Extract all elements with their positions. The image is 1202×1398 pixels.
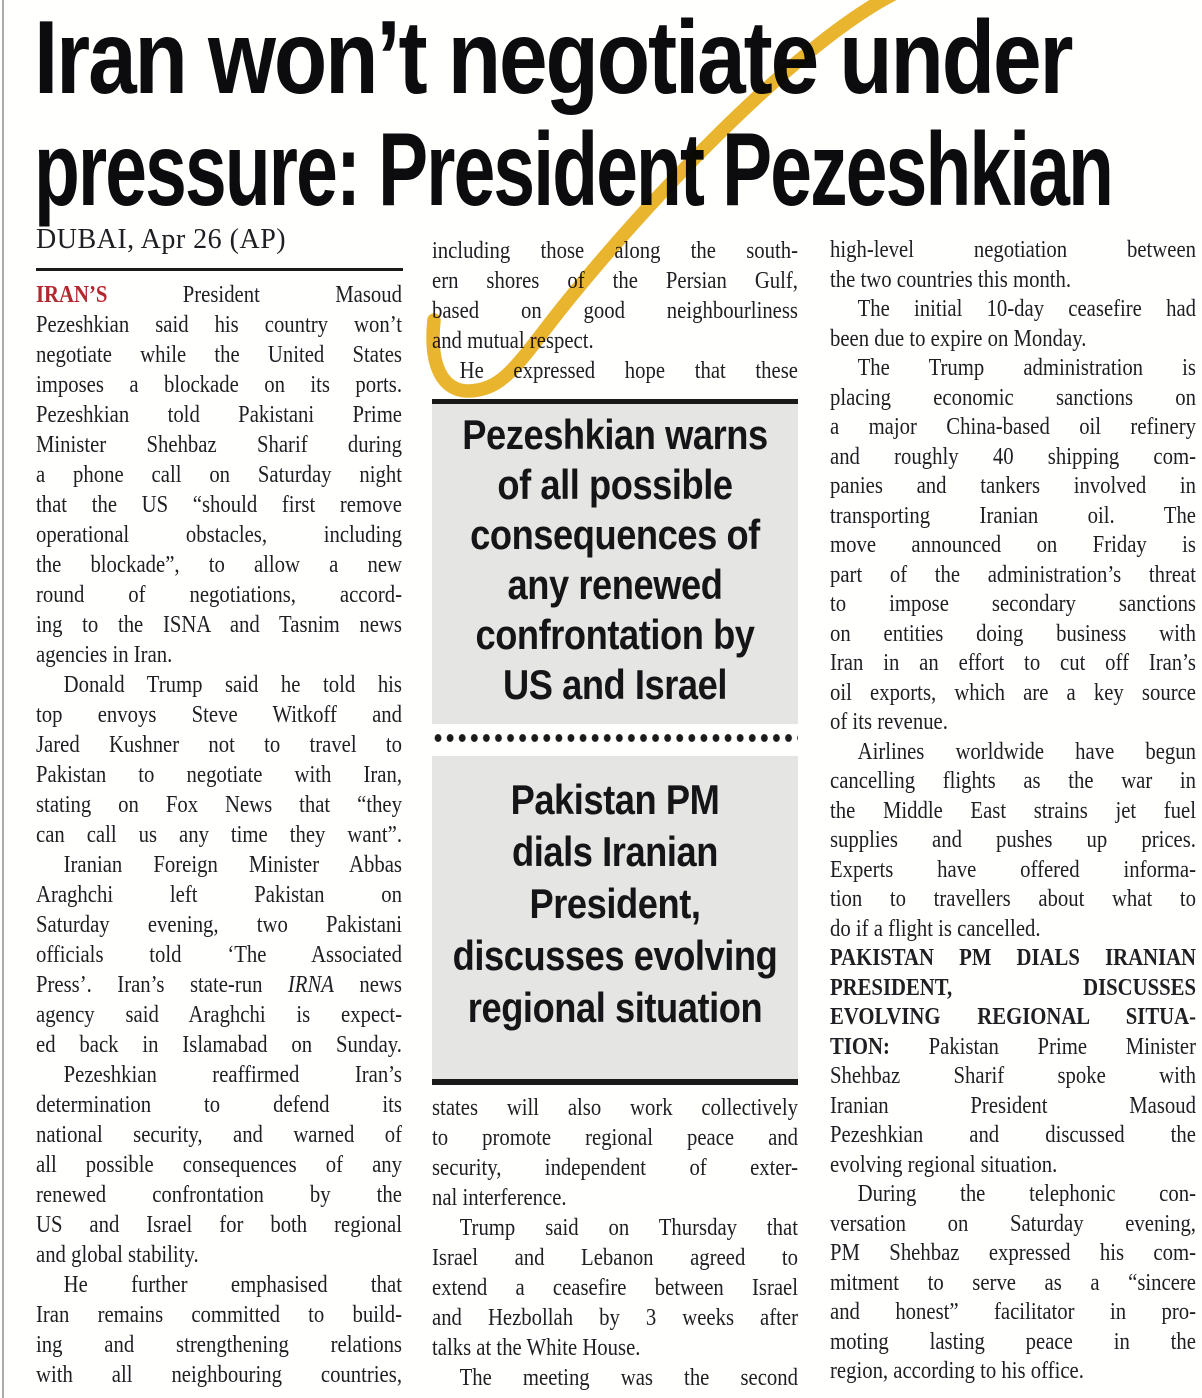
text-span: and global stability. [36, 1242, 199, 1268]
text-span: EVOLVING REGIONAL SITUA- [830, 1004, 1196, 1030]
text-line [432, 356, 798, 386]
text-line [432, 1123, 798, 1153]
text-line [36, 730, 402, 760]
text-line [830, 354, 1196, 384]
text-span: PM Shehbaz expressed his com- [830, 1240, 1196, 1266]
text-line [830, 738, 1196, 768]
text-line [830, 266, 1196, 296]
text-span: Donald Trump said he told his [63, 672, 402, 698]
text-line [439, 930, 791, 982]
text-line [830, 679, 1196, 709]
text-span: can call us any time they want”. [36, 822, 402, 848]
text-line [830, 561, 1196, 591]
text-line [439, 982, 791, 1034]
text-line [432, 1303, 798, 1333]
text-line [36, 640, 402, 670]
text-span: determination to defend its [36, 1092, 402, 1118]
text-span: moting lasting peace in the [830, 1328, 1196, 1355]
text-line [36, 520, 402, 550]
text-line [36, 820, 402, 850]
text-line [830, 974, 1196, 1004]
lead-in-red-text: IRAN’S [36, 282, 108, 308]
text-span: renewed confrontation by the [36, 1182, 402, 1208]
text-span: Israel and Lebanon agreed to [432, 1245, 798, 1271]
text-line [830, 1003, 1196, 1033]
text-span: do if a flight is cancelled. [830, 915, 1041, 942]
text-line [439, 826, 791, 878]
text-line [830, 1357, 1196, 1387]
pullquote-box-1 [432, 399, 798, 724]
text-line [36, 940, 402, 970]
text-span: mitment to serve as a “sincere [830, 1269, 1196, 1296]
text-line [432, 266, 798, 296]
text-line [830, 885, 1196, 915]
text-line [830, 1033, 1196, 1063]
text-line [36, 1060, 402, 1090]
text-line [432, 296, 798, 326]
text-line [36, 1150, 402, 1180]
text-line [36, 700, 402, 730]
text-span: US and Israel for both regional [36, 1212, 402, 1238]
text-line [830, 1298, 1196, 1328]
text-span: Trump said on Thursday that [459, 1215, 798, 1241]
text-span: national security, and warned of [36, 1122, 402, 1148]
text-span: cancelling flights as the war in [830, 768, 1196, 794]
text-line [830, 1210, 1196, 1240]
text-span: Pezeshkian told Pakistani Prime [36, 402, 402, 428]
text-span: Press’. Iran’s state-run [36, 972, 288, 998]
text-span: been due to expire on Monday. [830, 325, 1087, 352]
text-span: all possible consequences of any [36, 1152, 402, 1178]
text-line [36, 670, 402, 700]
text-line [36, 310, 402, 340]
text-span: PRESIDENT, DISCUSSES [830, 974, 1196, 1001]
text-line [36, 1030, 402, 1060]
text-line [36, 1210, 402, 1240]
text-span: that the US “should first remove [36, 492, 402, 518]
column-2-top [432, 236, 798, 386]
text-span: stating on Fox News that “they [36, 792, 402, 818]
text-span: agencies in Iran. [36, 642, 173, 668]
text-line [36, 430, 402, 460]
text-line [830, 1151, 1196, 1181]
headline-line-1: Iran won’t negotiate under [34, 0, 1072, 116]
text-line [36, 1000, 402, 1030]
text-span: regional situation [467, 984, 763, 1031]
text-span: high-level negotiation between [830, 237, 1196, 263]
text-span: officials told ‘The Associated [36, 942, 402, 968]
text-line [830, 1328, 1196, 1358]
text-span: The Trump administration is [857, 355, 1196, 381]
text-line [830, 620, 1196, 650]
text-span: on entities doing business with [830, 620, 1196, 647]
text-line [830, 1121, 1196, 1151]
text-span: and Hezbollah by 3 weeks after [432, 1305, 798, 1331]
text-line [830, 413, 1196, 443]
text-span: and honest” facilitator in pro- [830, 1299, 1196, 1325]
text-span: IRNA [287, 972, 334, 998]
text-span: Pakistan Prime Minister [889, 1033, 1196, 1060]
text-line [36, 400, 402, 430]
text-span: US and Israel [502, 661, 728, 708]
text-line [830, 1269, 1196, 1299]
text-span: He further emphasised that [63, 1272, 402, 1298]
scan-edge-line [2, 0, 4, 1398]
text-span: a major China-based oil refinery [830, 414, 1196, 440]
text-span: supplies and pushes up prices. [830, 827, 1196, 853]
text-line [830, 944, 1196, 974]
text-span: Pezeshkian and discussed the [830, 1122, 1196, 1148]
text-span: oil exports, which are a key source [830, 679, 1196, 706]
text-span: the two countries this month. [830, 266, 1072, 293]
text-line [439, 560, 791, 610]
text-line [830, 590, 1196, 620]
text-span: Jared Kushner not to travel to [36, 732, 402, 758]
text-line [36, 1330, 402, 1360]
text-span: evolving regional situation. [830, 1151, 1058, 1178]
text-line [439, 510, 791, 560]
text-line [36, 850, 402, 880]
text-span: to promote regional peace and [432, 1125, 798, 1151]
text-span: based on good neighbourliness [432, 298, 798, 324]
text-line [439, 660, 791, 710]
text-span: President Masoud [107, 282, 402, 308]
column-1 [36, 280, 402, 1390]
text-span: PAKISTAN PM DIALS IRANIAN [830, 945, 1196, 971]
text-span: negotiate while the United States [36, 342, 402, 368]
text-line [830, 915, 1196, 945]
text-line [36, 610, 402, 640]
text-line [36, 970, 402, 1000]
text-span: agency said Araghchi is expect- [36, 1002, 402, 1028]
text-span: news [333, 972, 402, 998]
text-line [439, 460, 791, 510]
text-line [439, 774, 791, 826]
text-span: security, independent of exter- [432, 1155, 798, 1181]
text-span: imposes a blockade on its ports. [36, 372, 402, 398]
text-line [439, 878, 791, 930]
text-span: Iran in an effort to cut off Iran’s [830, 650, 1196, 676]
text-span: and roughly 40 shipping com- [830, 443, 1196, 470]
text-line [36, 1090, 402, 1120]
text-line [36, 760, 402, 790]
text-span: Iranian Foreign Minister Abbas [63, 852, 402, 878]
text-line [830, 826, 1196, 856]
text-span: Experts have offered informa- [830, 856, 1196, 883]
text-span: part of the administration’s threat [830, 561, 1196, 588]
text-line [432, 326, 798, 356]
text-line [830, 1239, 1196, 1269]
text-line [830, 236, 1196, 266]
text-line [830, 295, 1196, 325]
text-line [830, 1180, 1196, 1210]
text-line [432, 1213, 798, 1243]
text-line [830, 325, 1196, 355]
text-span: Saturday evening, two Pakistani [36, 912, 402, 938]
text-span: the Middle East strains jet fuel [830, 797, 1196, 824]
text-line [432, 236, 798, 266]
text-line [432, 1333, 798, 1363]
text-line [830, 384, 1196, 414]
text-line [36, 580, 402, 610]
text-span: states will also work collectively [432, 1095, 798, 1121]
headline [34, 2, 1202, 226]
text-span: top envoys Steve Witkoff and [36, 702, 402, 728]
text-span: operational obstacles, including [36, 522, 402, 548]
text-line [36, 370, 402, 400]
text-line [830, 502, 1196, 532]
text-span: Airlines worldwide have begun [857, 738, 1196, 765]
text-span: ing and strengthening relations [36, 1332, 402, 1358]
text-line [432, 1183, 798, 1213]
text-span: the blockade”, to allow a new [36, 552, 402, 578]
text-line [439, 610, 791, 660]
column-2 [432, 236, 798, 1393]
text-span: talks at the White House. [432, 1335, 641, 1361]
text-span: ed back in Islamabad on Sunday. [36, 1032, 402, 1058]
text-span: Pezeshkian warns [462, 411, 768, 458]
text-span: consequences of [470, 511, 760, 558]
text-line [830, 531, 1196, 561]
text-span: Iranian President Masoud [830, 1092, 1196, 1119]
text-span: The initial 10-day ceasefire had [857, 296, 1196, 322]
text-span: ing to the ISNA and Tasnim news [36, 612, 402, 638]
text-span: Pakistan to negotiate with Iran, [36, 762, 402, 788]
text-span: Pezeshkian said his country won’t [36, 312, 402, 338]
text-span: discusses evolving [452, 932, 778, 979]
text-line [36, 790, 402, 820]
text-line [36, 340, 402, 370]
text-span: President, [529, 880, 701, 927]
text-line [36, 880, 402, 910]
text-span: nal interference. [432, 1185, 567, 1211]
text-span: He expressed hope that these [459, 358, 798, 384]
text-line [36, 1270, 402, 1300]
text-line [439, 410, 791, 460]
text-line [36, 280, 402, 310]
text-span: with all neighbouring countries, [36, 1362, 402, 1388]
text-span: Minister Shehbaz Sharif during [36, 432, 402, 458]
column-2-bottom [432, 1093, 798, 1393]
text-line [830, 767, 1196, 797]
text-span: region, according to his office. [830, 1358, 1084, 1384]
text-line [36, 1300, 402, 1330]
text-line [830, 1092, 1196, 1122]
column-3 [830, 236, 1196, 1387]
text-line [36, 910, 402, 940]
text-line [432, 1153, 798, 1183]
text-line [432, 1093, 798, 1123]
text-span: move announced on Friday is [830, 532, 1196, 558]
text-span: of all possible [497, 461, 733, 508]
text-line [36, 1120, 402, 1150]
text-span: placing economic sanctions on [830, 384, 1196, 411]
text-span: tion to travellers about what to [830, 886, 1196, 912]
text-line [830, 649, 1196, 679]
text-span: During the telephonic con- [857, 1181, 1196, 1207]
text-span: Araghchi left Pakistan on [36, 882, 402, 908]
text-line [830, 1062, 1196, 1092]
text-span: The meeting was the second [459, 1365, 798, 1391]
text-span: Pezeshkian reaffirmed Iran’s [63, 1062, 402, 1088]
text-line [36, 460, 402, 490]
headline-line-2: pressure: President Pezeshkian [34, 112, 1113, 228]
text-span: extend a ceasefire between Israel [432, 1275, 798, 1301]
text-line [830, 472, 1196, 502]
text-line [432, 1243, 798, 1273]
text-span: round of negotiations, accord- [36, 582, 402, 608]
text-span: ern shores of the Persian Gulf, [432, 268, 798, 294]
text-line [36, 550, 402, 580]
text-span: Pakistan PM [510, 776, 720, 823]
text-line [36, 490, 402, 520]
text-line [830, 708, 1196, 738]
dotted-divider [432, 733, 798, 743]
text-line [36, 1180, 402, 1210]
text-span: Iran remains committed to build- [36, 1302, 402, 1328]
text-span: of its revenue. [830, 709, 948, 735]
text-span: Shehbaz Sharif spoke with [830, 1063, 1196, 1089]
text-span: versation on Saturday evening, [830, 1210, 1196, 1237]
text-span: and mutual respect. [432, 328, 594, 354]
text-span: including those along the south- [432, 238, 798, 264]
text-span: transporting Iranian oil. The [830, 502, 1196, 529]
text-line [830, 797, 1196, 827]
text-line [830, 856, 1196, 886]
text-span: panies and tankers involved in [830, 473, 1196, 499]
text-line [830, 443, 1196, 473]
pullquote-box-2 [432, 756, 798, 1085]
text-span: dials Iranian [512, 828, 718, 875]
text-line [36, 1240, 402, 1270]
text-span: a phone call on Saturday night [36, 462, 402, 488]
text-line [432, 1363, 798, 1393]
text-line [432, 1273, 798, 1303]
text-line [36, 1360, 402, 1390]
text-span: TION: [830, 1033, 890, 1060]
text-span: any renewed [507, 561, 723, 608]
text-span: confrontation by [475, 611, 755, 658]
text-span: to impose secondary sanctions [830, 591, 1196, 617]
dateline: DUBAI, Apr 26 (AP) [36, 224, 403, 271]
